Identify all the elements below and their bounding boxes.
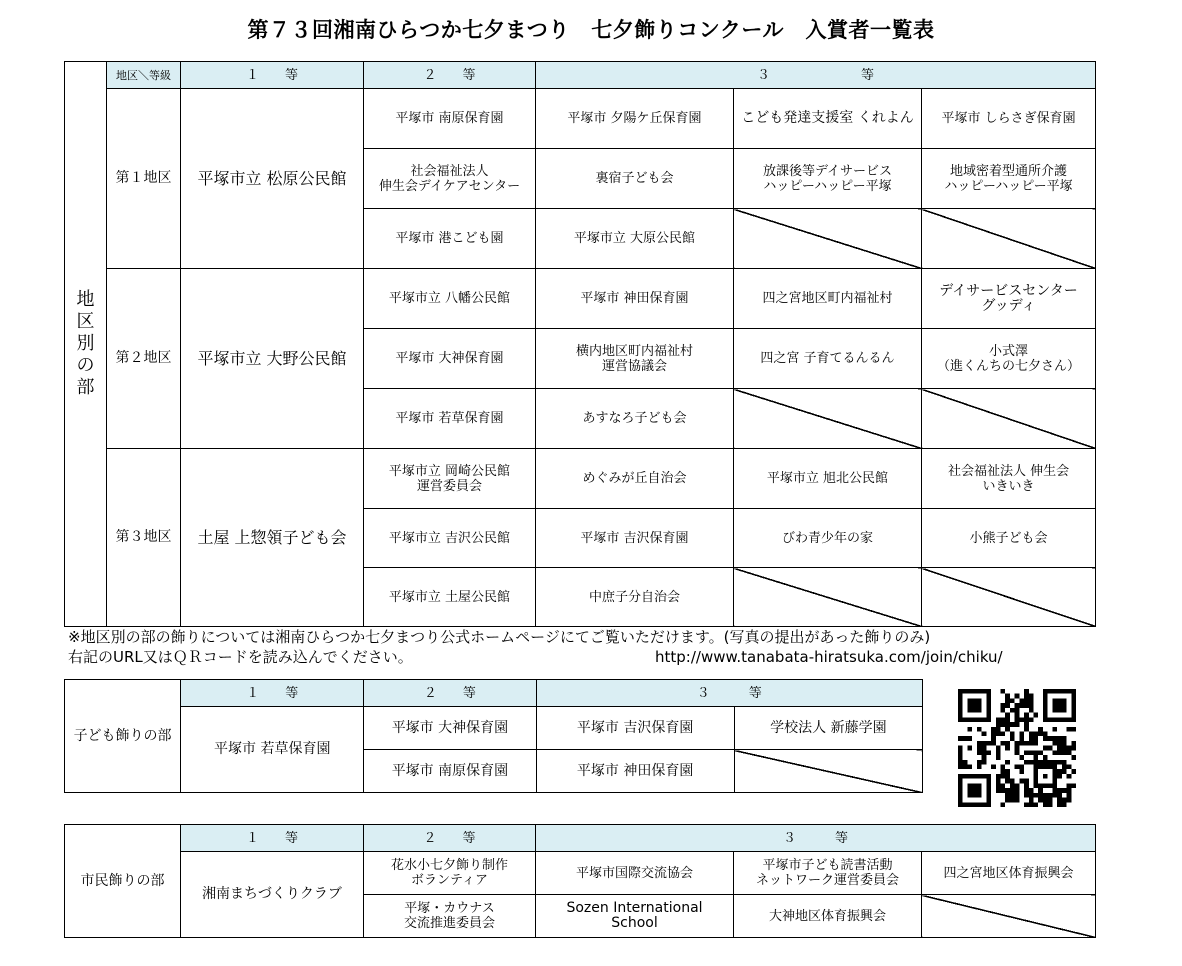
empty-slash-cell [734, 750, 922, 793]
grade2-header: ２ 等 [364, 62, 536, 89]
third-prize: 平塚市 神田保育園 [536, 750, 734, 793]
third-prize: 小熊子ども会 [922, 509, 1096, 568]
empty-slash-cell [734, 568, 922, 627]
third-prize: 四之宮地区町内福祉村 [734, 269, 922, 329]
third-prize: めぐみが丘自治会 [536, 449, 734, 509]
district-name: 第２地区 [107, 269, 181, 449]
second-prize: 平塚市立 岡崎公民館 運営委員会 [364, 449, 536, 509]
qr-code-icon[interactable] [958, 689, 1076, 807]
third-prize: 平塚市 しらさぎ保育園 [922, 89, 1096, 149]
second-prize: 平塚市 南原保育園 [364, 750, 536, 793]
first-prize: 平塚市立 大野公民館 [181, 269, 364, 449]
third-prize: 平塚市 夕陽ケ丘保育園 [536, 89, 734, 149]
first-prize: 平塚市 若草保育園 [181, 707, 364, 793]
empty-slash-cell [734, 389, 922, 449]
kids-table [64, 679, 923, 793]
third-prize: あすなろ子ども会 [536, 389, 734, 449]
grade1-header: １ 等 [181, 825, 364, 852]
corner-header: 地区＼等級 [107, 62, 181, 89]
kids-section-label: 子ども飾りの部 [65, 680, 181, 793]
third-prize: Sozen International School [536, 895, 734, 938]
third-prize: 学校法人 新藤学園 [734, 707, 922, 750]
second-prize: 平塚市立 吉沢公民館 [364, 509, 536, 568]
empty-slash-cell [922, 389, 1096, 449]
citizen-section-label: 市民飾りの部 [65, 825, 181, 938]
third-prize: 平塚市 吉沢保育園 [536, 509, 734, 568]
hp-url-link[interactable]: http://www.tanabata-hiratsuka.com/join/chiku/ [655, 648, 1003, 666]
grade2-header: ２ 等 [364, 680, 536, 707]
district-section-label: 地区別の部 [65, 62, 107, 627]
third-prize: 小式澤 （進くんちの七夕さん） [922, 329, 1096, 389]
second-prize: 社会福祉法人 伸生会デイケアセンター [364, 149, 536, 209]
citizen-table [64, 824, 1096, 938]
third-prize: 放課後等デイサービス ハッピーハッピー平塚 [734, 149, 922, 209]
second-prize: 平塚市 南原保育園 [364, 89, 536, 149]
second-prize: 平塚市 大神保育園 [364, 707, 536, 750]
second-prize: 花水小七夕飾り制作 ボランティア [364, 852, 536, 895]
empty-slash-cell [922, 568, 1096, 627]
third-prize: 中庶子分自治会 [536, 568, 734, 627]
second-prize: 平塚市立 土屋公民館 [364, 568, 536, 627]
third-prize: デイサービスセンター グッディ [922, 269, 1096, 329]
note-line-2: 右記のURL又はＱＲコードを読み込んでください。 [68, 648, 413, 666]
third-prize: 裏宿子ども会 [536, 149, 734, 209]
third-prize: 大神地区体育振興会 [734, 895, 922, 938]
third-prize: 平塚市 神田保育園 [536, 269, 734, 329]
third-prize: 四之宮地区体育振興会 [922, 852, 1096, 895]
third-prize: 横内地区町内福祉村 運営協議会 [536, 329, 734, 389]
second-prize: 平塚市立 八幡公民館 [364, 269, 536, 329]
empty-slash-cell [922, 895, 1096, 938]
third-prize: 平塚市国際交流協会 [536, 852, 734, 895]
third-prize: 地域密着型通所介護 ハッピーハッピー平塚 [922, 149, 1096, 209]
third-prize: 社会福祉法人 伸生会 いきいき [922, 449, 1096, 509]
third-prize: 平塚市立 大原公民館 [536, 209, 734, 269]
first-prize: 湘南まちづくりクラブ [181, 852, 364, 938]
empty-slash-cell [922, 209, 1096, 269]
district-name: 第１地区 [107, 89, 181, 269]
district-table [64, 61, 1096, 627]
first-prize: 土屋 上惣領子ども会 [181, 449, 364, 627]
second-prize: 平塚市 若草保育園 [364, 389, 536, 449]
grade3-header: ３ 等 [536, 825, 1096, 852]
note-line-1: ※地区別の部の飾りについては湘南ひらつか七夕まつり公式ホームページにてご覧いただけます。(写真の提出があった飾りのみ) [68, 628, 931, 646]
grade3-header: ３ 等 [536, 680, 922, 707]
grade2-header: ２ 等 [364, 825, 536, 852]
third-prize: 平塚市立 旭北公民館 [734, 449, 922, 509]
third-prize: 平塚市 吉沢保育園 [536, 707, 734, 750]
district-name: 第３地区 [107, 449, 181, 627]
grade1-header: １ 等 [181, 62, 364, 89]
third-prize: 平塚市子ども読書活動 ネットワーク運営委員会 [734, 852, 922, 895]
second-prize: 平塚市 大神保育園 [364, 329, 536, 389]
empty-slash-cell [734, 209, 922, 269]
third-prize: 四之宮 子育てるんるん [734, 329, 922, 389]
grade3-header: ３ 等 [536, 62, 1096, 89]
third-prize: こども発達支援室 くれよん [734, 89, 922, 149]
page-title: 第７３回湘南ひらつか七夕まつり 七夕飾りコンクール 入賞者一覧表 [247, 18, 935, 42]
second-prize: 平塚市 港こども園 [364, 209, 536, 269]
third-prize: びわ青少年の家 [734, 509, 922, 568]
second-prize: 平塚・カウナス 交流推進委員会 [364, 895, 536, 938]
first-prize: 平塚市立 松原公民館 [181, 89, 364, 269]
grade1-header: １ 等 [181, 680, 364, 707]
